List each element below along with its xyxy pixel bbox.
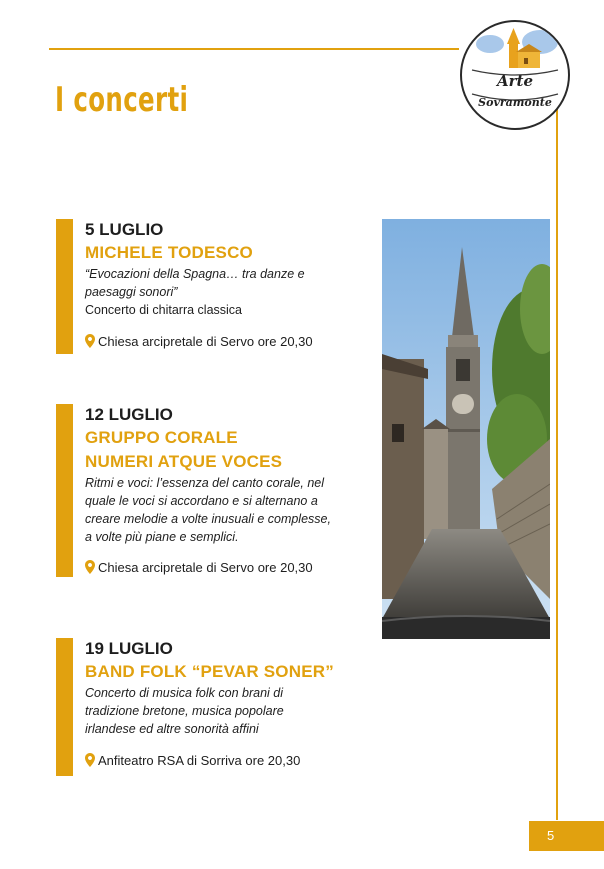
event-description: “Evocazioni della Spagna… tra danze e [85,267,305,281]
map-pin-icon [85,753,95,767]
event-content [85,219,385,349]
event-location-text: Chiesa arcipretale di Servo ore 20,30 [98,560,313,575]
page-number: 5 [547,828,555,843]
event-location [85,559,313,577]
event-content [85,404,385,575]
event-item [56,219,376,354]
page-title: I concerti [55,80,189,120]
event-description: quale le voci si accordano e si alternano a [85,494,318,508]
event-location-text: Chiesa arcipretale di Servo ore 20,30 [98,334,313,349]
arte-sovramonte-logo [460,20,570,130]
logo-word-sovramonte: Sovramonte [478,96,552,109]
event-description: a volte più piane e semplici. [85,530,239,544]
event-accent-bar [56,638,73,776]
event-subtitle: Concerto di chitarra classica [85,303,243,317]
event-location [85,333,313,351]
event-description: tradizione bretone, musica popolare [85,704,284,718]
church-bell-tower-photo [382,219,550,639]
top-rule [49,48,459,50]
page-number-tab [529,821,604,851]
event-accent-bar [56,219,73,354]
event-description: Ritmi e voci: l’essenza del canto corale, nel [85,476,325,490]
event-title: MICHELE TODESCO [85,243,253,262]
event-location [85,752,300,770]
event-date: 5 LUGLIO [85,220,164,239]
event-content [85,638,385,768]
event-description: irlandese ed altre sonorità affini [85,722,259,736]
map-pin-icon [85,334,95,348]
event-description: paesaggi sonori” [85,285,178,299]
event-item [56,638,376,776]
right-rule [556,96,558,820]
logo-word-arte: Arte [496,72,533,90]
event-title: GRUPPO CORALE [85,428,238,447]
map-pin-icon [85,560,95,574]
event-description: creare melodie a volte inusuali e complesse, [85,512,331,526]
event-item [56,404,376,577]
event-date: 19 LUGLIO [85,639,173,658]
event-title: NUMERI ATQUE VOCES [85,452,283,471]
event-title: BAND FOLK “PEVAR SONER” [85,662,334,681]
event-location-text: Anfiteatro RSA di Sorriva ore 20,30 [98,753,301,768]
event-accent-bar [56,404,73,577]
event-date: 12 LUGLIO [85,405,173,424]
event-description: Concerto di musica folk con brani di [85,686,284,700]
